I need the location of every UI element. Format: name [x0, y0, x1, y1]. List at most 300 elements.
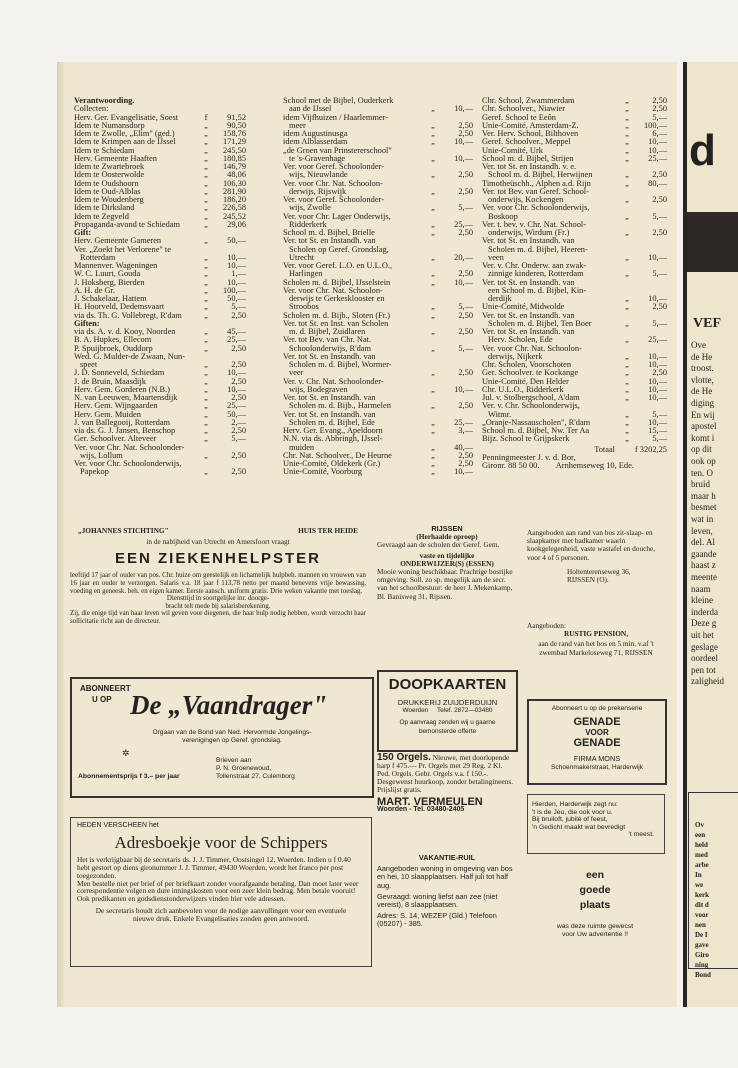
- entry-row: [283, 312, 473, 320]
- entry-amount: 2,50: [458, 228, 473, 237]
- entry-label: Scholen m. d. Bijb., Harmelen: [289, 402, 391, 411]
- entry-currency: „: [625, 170, 629, 180]
- entry-label: Boskoop: [488, 212, 518, 221]
- entry-label: Scholen m. d. Bijb., Sloten (Fr.): [283, 311, 391, 320]
- entry-row: [482, 138, 667, 146]
- entry-row: [482, 320, 667, 328]
- entry-amount: 20,—: [454, 252, 473, 262]
- entry-label: idem Alblasserdam: [283, 138, 348, 147]
- entry-label: Idem te Zwartebroek: [74, 163, 145, 171]
- entry-label: Idem te Oud-Alblas: [74, 187, 141, 196]
- entry-currency: „: [431, 228, 435, 237]
- entry-amount: 10,—: [648, 393, 667, 402]
- box-line-fragment: Ov: [695, 821, 704, 829]
- entry-label: Schoolonderwijs, R'dam: [289, 344, 371, 353]
- entry-row: [74, 221, 246, 229]
- box-line-fragment: Bond: [695, 971, 711, 979]
- entry-amount: 40,—: [454, 442, 473, 452]
- ad-title: Adresboekje voor de Schippers: [114, 833, 328, 853]
- entry-currency: „: [204, 417, 208, 427]
- entry-amount: 25,—: [648, 153, 667, 163]
- entry-currency: „: [625, 302, 629, 312]
- entry-amount: 2,50: [652, 302, 667, 312]
- entry-row: [482, 270, 667, 278]
- entry-currency: „: [204, 211, 208, 221]
- entry-row: [283, 188, 473, 196]
- entry-currency: „: [431, 459, 435, 468]
- ad-body: Aangeboden aan rand van bos zit-slaap- en slaapkamer met badkamer waarin kookgelegenheid, vaste wastafel en douche, voor 4 of 5 personen.: [527, 528, 656, 562]
- entry-label: via ds. G. J. Jansen, Benschop: [74, 427, 176, 435]
- ad-line-3: Op aanvraag zenden wij u gaarne bemonsterde offerte: [399, 719, 496, 735]
- entry-amount: 281,90: [222, 186, 246, 196]
- ad-place: HUIS TER HEIDE: [298, 526, 358, 535]
- entry-currency: „: [431, 450, 435, 460]
- entry-label: derwijs te Gerkesklooster en: [289, 295, 385, 303]
- entry-currency: „: [431, 104, 435, 114]
- entry-currency: „: [431, 219, 435, 229]
- text-line-fragment: oordeel: [691, 653, 718, 664]
- entry-row: [74, 394, 246, 402]
- entry-row: [74, 303, 246, 311]
- entry-row: [74, 378, 246, 386]
- entry-amount: 29,06: [227, 219, 246, 229]
- entry-currency: „: [625, 417, 629, 427]
- entry-label: J. Schakelaar, Hattem: [74, 295, 147, 303]
- entry-row: [482, 213, 667, 221]
- entry-amount: 2,50: [652, 368, 667, 378]
- entry-label: Ver. v. Chr. Nat. Schoolonder-: [283, 377, 384, 386]
- entry-label: School m. d. Bijbel, Brielle: [283, 229, 375, 237]
- ad-firm: FIRMA MONS: [573, 754, 621, 764]
- entry-amount: 180,85: [222, 153, 246, 163]
- entry-amount: 25,—: [227, 401, 246, 411]
- entry-amount: 10,—: [227, 277, 246, 287]
- entry-amount: 10,—: [454, 467, 473, 477]
- vaandrager-subtitle: Orgaan van de Bond van Ned. Hervormde Jongelings- verenigingen op Geref. grondslag.: [152, 729, 312, 744]
- entry-row: [283, 138, 473, 146]
- entry-currency: „: [204, 219, 208, 229]
- entry-row: [74, 180, 246, 188]
- entry-currency: „: [625, 335, 629, 345]
- entry-row: [482, 196, 667, 204]
- ad-line-1: Abonneert u op de prekenserie: [551, 705, 643, 712]
- text-line-fragment: del. Al: [691, 537, 715, 548]
- entry-currency: „: [204, 153, 208, 163]
- entry-label: een School m. d. Bijbel, Kin-: [488, 286, 587, 295]
- entry-row: [482, 122, 667, 130]
- entry-label: Herv. Gem. Wijngaarden: [74, 402, 158, 411]
- entry-currency: [427, 353, 439, 361]
- entry-row: [283, 320, 473, 328]
- entry-amount: 171,29: [222, 137, 246, 147]
- ad-title: 150 Orgels.: [377, 752, 431, 763]
- entry-amount: 106,30: [222, 178, 246, 188]
- entry-row: [74, 320, 246, 328]
- ad-title: RIJSSEN: [431, 524, 463, 533]
- ad-address: Adres: S. 14, WEZEP (Gld.) Telefoon (05207) - 385.: [377, 911, 497, 929]
- entry-row: [74, 468, 246, 476]
- entry-currency: „: [625, 96, 629, 105]
- ad-line-3: ONDERWIJZER(S) (ESSEN): [400, 558, 494, 568]
- ad-body: leeftijd 17 jaar of ouder van pos. Chr. huize om geestelijk en lichamelijk hulpbeh. mannen en vrouwen van 16 jaar en ouder te verzorgen. Salaris v.a. 18 jaar f 113,78 netto per maand benevens vrije bewassing, voeding en geneesk. beh. en eigen kamer. Eerste aansch. uniform gratis. Drie weken vakantie met toeslag.: [70, 572, 366, 595]
- ad-firm-address: Schoenmakerstraat, Harderwijk: [551, 763, 643, 771]
- entry-row: [283, 295, 473, 303]
- entry-currency: „: [431, 153, 435, 163]
- entry-row: [74, 336, 246, 344]
- entry-currency: „: [204, 450, 208, 460]
- entry-row: [74, 196, 246, 204]
- entry-label: Unie-Comité, Amsterdam-Z.: [482, 121, 579, 130]
- entry-currency: f: [204, 112, 208, 122]
- entry-amount: 245,50: [222, 145, 246, 155]
- text-line-fragment: de He: [691, 386, 713, 397]
- entry-currency: „: [204, 343, 208, 353]
- entry-amount: 6,—: [652, 129, 667, 138]
- entry-row: [482, 114, 667, 122]
- entry-currency: „: [204, 186, 208, 196]
- star-icon: ✲: [122, 748, 130, 758]
- entry-label: Geref. Schoolver., Meppel: [482, 138, 571, 147]
- entry-row: [482, 97, 667, 105]
- entry-label: Witmr.: [488, 410, 512, 419]
- entry-label: via ds. A. v. d. Kooy, Noorden: [74, 328, 176, 336]
- entry-row: [283, 180, 473, 188]
- entry-amount: 10,—: [648, 145, 667, 155]
- entry-label: Papekop: [80, 468, 109, 477]
- entry-label: te 's-Gravenhage: [289, 154, 346, 163]
- entry-row: [283, 262, 473, 270]
- entry-label: J. D. Sonneveld, Schiedam: [74, 369, 165, 378]
- entry-amount: 15,—: [648, 426, 667, 435]
- entry-row: [482, 163, 667, 171]
- entry-currency: „: [625, 228, 629, 237]
- entry-amount: 5,—: [652, 318, 667, 328]
- ad-body: Het is verkrijgbaar bij de secretaris ds. J. J. Timmer, Oostsingel 12, Woerden. Indien u f 0.40 hebt gestort op diens gironummer J. J. Timmer, 49430 Woerden, wordt het franco per post toegezonden.: [77, 855, 351, 880]
- entry-label: Scholen m. d. Bijbel, IJsselstein: [283, 278, 391, 287]
- entry-label: Ver. t. bev. v. Chr. Nat. School-: [482, 220, 587, 229]
- text-line-fragment: maar h: [691, 490, 716, 501]
- entry-label: Herv. Gem. Gorderen (N.B.): [74, 385, 170, 394]
- entry-label: wijs, Zwolle: [289, 204, 331, 213]
- entry-row: [283, 452, 473, 460]
- entry-currency: „: [204, 203, 208, 213]
- entry-currency: „: [625, 178, 629, 188]
- entry-amount: 1,—: [231, 269, 246, 279]
- entry-row: [482, 254, 667, 262]
- entry-currency: [427, 287, 439, 295]
- entry-currency: „: [625, 318, 629, 328]
- entry-label: derwijs, Nijkerk: [488, 352, 543, 361]
- ad-line-2: 't is de Jeu, die ook voor u.: [532, 808, 613, 816]
- vaandrager-title: De „Vaandrager": [130, 690, 328, 720]
- entry-label: Ver. v. Chr. Onderw. aan zwak-: [482, 262, 587, 270]
- entry-amount: 25,—: [454, 417, 473, 427]
- entry-label: J. de Bruin, Maasdijk: [74, 377, 146, 386]
- entry-currency: „: [204, 302, 208, 312]
- ad-doopkaarten: [377, 670, 518, 752]
- entry-amount: 2,50: [652, 195, 667, 204]
- entry-currency: „: [431, 310, 435, 320]
- ad-line-1: Hierden, Harderwijk zegt nu:: [532, 801, 618, 808]
- entry-row: [482, 378, 667, 386]
- entry-label: N.N. via ds. Abbringh, IJssel-: [283, 435, 383, 444]
- entry-amount: 2,50: [458, 368, 473, 378]
- entry-label: wijs, Nieuwlande: [289, 171, 348, 180]
- entry-row: [283, 378, 473, 386]
- entry-label: Idem te Schiedam: [74, 146, 135, 155]
- subscription-price: Abonnementsprijs f 3.– per jaar: [78, 773, 180, 780]
- entry-label: Ver. tot St. en Instandh. van: [482, 278, 575, 287]
- ad-line-3: Bij bruiloft, jubilé of feest,: [532, 816, 608, 824]
- subscribe-label: ABONNEERT: [80, 684, 131, 693]
- entry-row: [482, 180, 667, 188]
- text-line-fragment: de He: [691, 351, 713, 362]
- entry-amount: 25,—: [454, 219, 473, 229]
- ad-body-3: De secretaris houdt zich aanbevolen voor de nodige aanvullingen voor een eventuele nieuwe druk. Enkele Evangelisaties zonden geen antwoord.: [95, 905, 347, 923]
- text-line-fragment: zaligheid: [691, 676, 724, 687]
- entry-amount: 5,—: [458, 343, 473, 353]
- entry-row: [283, 237, 473, 245]
- box-line-fragment: arbe: [695, 861, 709, 869]
- entry-label: School m. d. Bijbel, Nw. Ter Aa: [482, 427, 590, 435]
- entry-amount: 2,50: [231, 467, 246, 477]
- entry-label: Geref. School te Eeôn: [482, 113, 556, 122]
- entry-currency: „: [204, 310, 208, 320]
- masthead-fragment: d: [689, 126, 716, 175]
- entry-amount: 2,50: [458, 310, 473, 320]
- entry-row: [74, 419, 246, 427]
- box-line-fragment: nen: [695, 921, 706, 929]
- ad-rijssen: [377, 525, 517, 665]
- entry-amount: 10,—: [227, 384, 246, 394]
- entry-label: Ver. voor Geref. L.O. en U.L.O.,: [283, 262, 393, 270]
- entry-label: Ver. tot St. en Instandh. van: [482, 311, 575, 320]
- entry-label: Scholen m. d. Bijbel, Wormer-: [289, 361, 392, 369]
- entry-row: [482, 411, 667, 419]
- entry-label: Unie-Comité, Den Helder: [482, 377, 569, 386]
- entry-amount: 10,—: [648, 137, 667, 147]
- entry-currency: „: [204, 261, 208, 270]
- ad-line-1: een: [585, 869, 605, 881]
- entry-row: [482, 386, 667, 394]
- entry-row: [283, 254, 473, 262]
- entry-label: speet: [80, 361, 98, 369]
- text-line-fragment: apostel: [691, 421, 717, 432]
- entry-label: Herv. Scholen, Ede: [488, 336, 553, 345]
- entry-amount: 5,—: [458, 203, 473, 213]
- entry-label: Unie-Comité, Oldekerk (Gr.): [283, 460, 381, 468]
- entry-amount: 245,52: [222, 211, 246, 221]
- text-line-fragment: pen tot: [691, 664, 716, 675]
- entry-label: veen: [488, 253, 504, 262]
- entry-label: aan de IJssel: [289, 105, 332, 114]
- giro-line: Gironr. 88 50 00. Arnhemseweg 10, Ede.: [482, 461, 634, 470]
- ad-line-2: vaste en tijdelijke: [419, 550, 475, 560]
- entry-row: [283, 369, 473, 377]
- entry-currency: „: [625, 112, 629, 122]
- entry-amount: 45,—: [227, 327, 246, 336]
- entry-amount: 2,50: [652, 104, 667, 114]
- entry-currency: „: [625, 252, 629, 262]
- entry-label: Scholen m. d. Bijbel, Ede: [289, 418, 375, 427]
- entry-row: [283, 270, 473, 278]
- entry-row: [74, 328, 246, 336]
- entry-label: Chr. School, Zwammerdam: [482, 97, 575, 105]
- entry-row: [74, 130, 246, 138]
- ad-foot-2: voor Uw advertentie !!: [561, 931, 629, 939]
- entry-label: idem Vijfhuizen / Haarlemmer-: [283, 113, 388, 122]
- entry-currency: „: [625, 153, 629, 163]
- entry-row: [482, 419, 667, 427]
- box-line-fragment: Giro: [695, 951, 709, 959]
- ad-title: DOOPKAARTEN: [388, 676, 507, 693]
- entry-label: Propaganda-avond te Schiedam: [74, 220, 181, 229]
- entry-label: Timotheüschh., Alphen a.d. Rijn: [482, 179, 591, 188]
- entry-amount: 10,—: [454, 137, 473, 147]
- entry-label: Utrecht: [289, 253, 315, 262]
- ad-bos-kamers: [527, 529, 665, 607]
- entry-currency: „: [204, 384, 208, 394]
- article-title-fragment: VEF: [693, 316, 721, 331]
- entry-row: [74, 361, 246, 369]
- entry-row: [482, 345, 667, 353]
- entry-currency: „: [204, 335, 208, 345]
- entry-amount: 2,50: [458, 120, 473, 130]
- text-line-fragment: meente: [691, 572, 717, 582]
- ad-title-1: GENADE: [573, 716, 621, 729]
- entry-currency: „: [625, 195, 629, 204]
- entry-row: [283, 328, 473, 336]
- entry-label: m. d. Bijbel, Zuidlaren: [289, 328, 366, 336]
- entry-label: Giften:: [74, 319, 100, 328]
- text-line-fragment: kleine: [691, 595, 713, 606]
- ad-title: VAKANTIE-RUIL: [418, 853, 476, 862]
- entry-label: Unie-Comité, Urk: [482, 146, 543, 155]
- entry-row: [74, 262, 246, 270]
- entry-label: Ver. tot St. en Instandh. van: [283, 394, 376, 402]
- text-line-fragment: Ove: [691, 340, 706, 350]
- entry-row: [482, 336, 667, 344]
- entry-currency: „: [204, 277, 208, 287]
- entry-currency: „: [204, 170, 208, 180]
- ad-body-2: Gevraagd: woning liefst aan zee (niet vereist), 8 slaapplaatsen.: [377, 891, 498, 910]
- entry-amount: 10,—: [648, 360, 667, 369]
- text-line-fragment: ten. O: [691, 467, 713, 478]
- entry-row: [482, 353, 667, 361]
- entry-currency: „: [431, 170, 435, 180]
- entry-currency: „: [625, 409, 629, 419]
- entry-row: [74, 155, 246, 163]
- entry-amount: 2,50: [231, 360, 246, 369]
- entry-amount: 2,50: [652, 96, 667, 105]
- ad-org-name: „JOHANNES STICHTING": [78, 526, 169, 535]
- entry-amount: 100,—: [643, 120, 667, 130]
- entry-label: derwijs, Rijswijk: [289, 187, 347, 196]
- collections-heading: Collecten:: [74, 104, 109, 114]
- entry-amount: 2,50: [458, 269, 473, 279]
- donations-column-2: [283, 97, 473, 477]
- entry-currency: „: [204, 360, 208, 369]
- entry-row: [283, 303, 473, 311]
- entry-label: H. Hoorveld, Dedemsvaart: [74, 303, 165, 312]
- entry-row: [482, 155, 667, 163]
- entry-currency: „: [204, 376, 208, 386]
- entry-currency: „: [625, 384, 629, 394]
- entry-amount: 2,50: [458, 459, 473, 468]
- subscribe-op: U OP: [92, 695, 112, 704]
- entry-label: Ger. Schoolver. te Kockange: [482, 369, 579, 378]
- ad-body-2: Diensttijd in soortgelijke inr. doorge- bracht telt mede bij salarisberekening.: [165, 595, 271, 610]
- entry-row: [482, 435, 667, 443]
- entry-currency: „: [204, 426, 208, 435]
- ad-mid: VOOR: [585, 728, 609, 738]
- entry-label: Stroobos: [289, 303, 319, 312]
- entry-amount: 91,52: [227, 112, 246, 122]
- entry-label: zinnige kinderen, Rotterdam: [488, 270, 584, 279]
- entry-row: [482, 105, 667, 113]
- entry-label: Ver. voor Chr. Nat. Schoolon-: [283, 286, 383, 295]
- entry-row: [283, 444, 473, 452]
- entry-currency: „: [625, 376, 629, 386]
- entry-amount: 2,50: [231, 376, 246, 386]
- entry-row: [482, 130, 667, 138]
- entry-row: [74, 270, 246, 278]
- entry-label: Ver. „Zoekt het Verlorene" te: [74, 245, 171, 254]
- entry-label: Chr. U.L.O., Ridderkerk: [482, 385, 564, 394]
- total-label: Totaal: [594, 445, 615, 454]
- entry-amount: 10,—: [648, 417, 667, 427]
- box-line-fragment: dit d: [695, 901, 709, 909]
- entry-label: P. Spuijbroek, Ouddorp: [74, 344, 153, 353]
- entry-amount: 5,—: [458, 302, 473, 312]
- entry-label: via ds. Th. G. Vollebregt, R'dam: [74, 311, 182, 320]
- entry-currency: „: [431, 327, 435, 336]
- entry-label: veer: [289, 369, 304, 378]
- text-line-fragment: ook op: [691, 456, 716, 466]
- ad-body-2: Men bestelle niet per brief of per briefkaart zonder voorafgaande betaling. Dan moet later weer correspondentie volgen en dure inningskosten voor een zeer klein bedrag. Men betale vooruit! Ook predikanten en godsdienstonderwijzers vinden hier vele adressen.: [77, 878, 359, 904]
- entry-currency: „: [204, 120, 208, 130]
- entry-currency: „: [431, 302, 435, 312]
- entry-row: [283, 171, 473, 179]
- entry-row: [283, 402, 473, 410]
- text-line-fragment: geslage: [691, 641, 718, 652]
- ad-line-2: Woerden Telef. 2872—03480: [402, 707, 493, 715]
- entry-amount: 2,50: [231, 310, 246, 320]
- entry-currency: „: [625, 426, 629, 435]
- entry-row: [74, 114, 246, 122]
- entry-row: [482, 402, 667, 410]
- entry-amount: [439, 237, 473, 245]
- entry-currency: „: [625, 393, 629, 402]
- entry-row: [283, 163, 473, 171]
- entry-label: Herv. Gemeente Haaften: [74, 154, 157, 163]
- ad-line-1: Gevraagd aan de scholen der Geref. Gem.: [377, 540, 500, 550]
- entry-row: [283, 229, 473, 237]
- entry-row: [283, 97, 473, 105]
- entry-row: [283, 279, 473, 287]
- entry-label: Chr. Scholen, Voorschoten: [482, 361, 572, 369]
- entry-currency: „: [204, 393, 208, 402]
- ad-orgels: [377, 754, 517, 842]
- entry-currency: „: [431, 343, 435, 353]
- entry-currency: „: [431, 467, 435, 477]
- box-line-fragment: gave: [695, 941, 709, 949]
- entry-amount: 50,—: [227, 236, 246, 246]
- entry-amount: 2,50: [458, 401, 473, 411]
- box-line-fragment: ning: [695, 961, 709, 969]
- entry-label: Ver. tot St. en Instandh. van: [482, 328, 575, 336]
- text-line-fragment: troost.: [691, 363, 714, 374]
